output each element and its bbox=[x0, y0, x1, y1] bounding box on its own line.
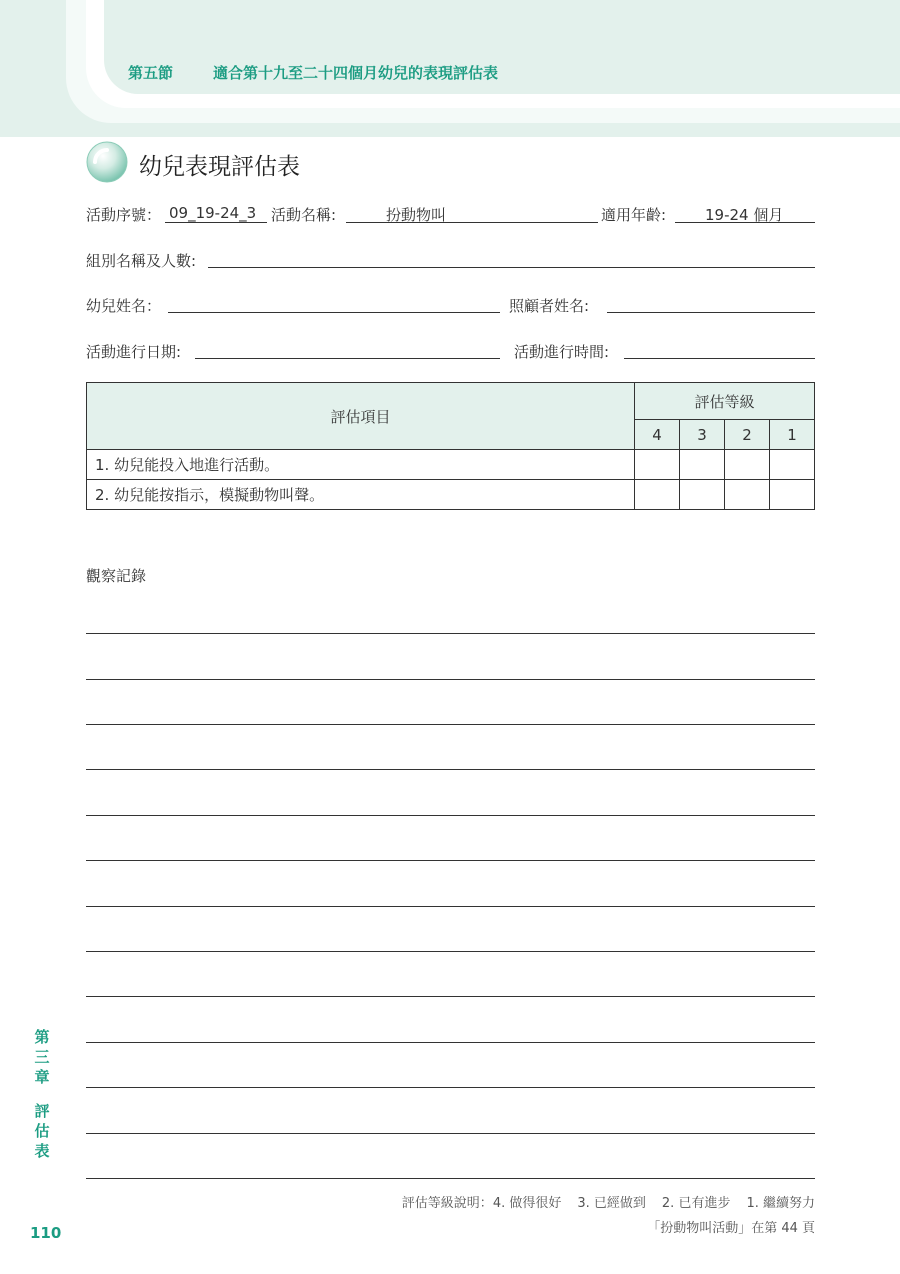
chapter-name-char: 估 bbox=[34, 1122, 50, 1140]
caregiver-label: 照顧者姓名: bbox=[509, 297, 590, 315]
age-label: 適用年齡: bbox=[601, 206, 667, 224]
legend-item: 2. 已有進步 bbox=[661, 1196, 731, 1211]
grade-header: 評估等級 bbox=[635, 383, 815, 420]
activity-name-line bbox=[346, 222, 598, 223]
group-field[interactable] bbox=[208, 267, 815, 268]
observation-line[interactable] bbox=[86, 1042, 815, 1043]
item-text: 2. 幼兒能按指示，模擬動物叫聲。 bbox=[87, 480, 635, 510]
group-label: 組別名稱及人數: bbox=[86, 252, 197, 270]
activity-no-line bbox=[165, 222, 267, 223]
activity-no-label: 活動序號： bbox=[86, 206, 162, 224]
chapter-char: 章 bbox=[34, 1068, 50, 1086]
legend-title: 評估等級說明： bbox=[401, 1196, 493, 1211]
legend-item: 1. 繼續努力 bbox=[746, 1196, 815, 1211]
section-title: 適合第十九至二十四個月幼兒的表現評估表 bbox=[213, 64, 499, 82]
observation-line[interactable] bbox=[86, 679, 815, 680]
form-title: 幼兒表現評估表 bbox=[139, 154, 300, 180]
child-name-field[interactable] bbox=[168, 312, 500, 313]
grade-cell-4[interactable] bbox=[635, 450, 680, 480]
section-number: 第五節 bbox=[128, 64, 174, 82]
legend-item: 3. 已經做到 bbox=[577, 1196, 646, 1211]
table-row bbox=[87, 480, 815, 510]
activity-name-label: 活動名稱: bbox=[271, 206, 337, 224]
grade-legend bbox=[402, 1192, 815, 1211]
observation-line[interactable] bbox=[86, 633, 815, 634]
grade-3-header: 3 bbox=[680, 420, 725, 450]
caregiver-field[interactable] bbox=[607, 312, 815, 313]
observation-line[interactable] bbox=[86, 860, 815, 861]
legend-item: 4. 做得很好 bbox=[492, 1196, 562, 1211]
grade-cell-2[interactable] bbox=[725, 480, 770, 510]
observation-line[interactable] bbox=[86, 1178, 815, 1179]
observation-line[interactable] bbox=[86, 951, 815, 952]
observation-line[interactable] bbox=[86, 906, 815, 907]
observation-line[interactable] bbox=[86, 1133, 815, 1134]
activity-reference: 「扮動物叫活動」在第 44 頁 bbox=[647, 1221, 815, 1236]
grade-2-header: 2 bbox=[725, 420, 770, 450]
observation-line[interactable] bbox=[86, 724, 815, 725]
bubble-icon bbox=[86, 141, 128, 183]
time-field[interactable] bbox=[624, 358, 815, 359]
observation-line[interactable] bbox=[86, 815, 815, 816]
observation-line[interactable] bbox=[86, 769, 815, 770]
observation-line[interactable] bbox=[86, 1087, 815, 1088]
grade-cell-1[interactable] bbox=[770, 450, 815, 480]
grade-cell-1[interactable] bbox=[770, 480, 815, 510]
activity-no-value[interactable]: 09_19-24_3 bbox=[169, 204, 257, 222]
observation-line[interactable] bbox=[86, 996, 815, 997]
grade-cell-3[interactable] bbox=[680, 480, 725, 510]
grade-cell-3[interactable] bbox=[680, 450, 725, 480]
grade-cell-2[interactable] bbox=[725, 450, 770, 480]
observation-label: 觀察記錄 bbox=[86, 567, 147, 585]
item-header: 評估項目 bbox=[87, 383, 635, 450]
table-row bbox=[87, 450, 815, 480]
date-field[interactable] bbox=[195, 358, 500, 359]
grade-4-header: 4 bbox=[635, 420, 680, 450]
chapter-name-char: 表 bbox=[34, 1142, 50, 1160]
chapter-char: 第 bbox=[34, 1028, 50, 1046]
chapter-tab bbox=[32, 1027, 52, 1161]
child-name-label: 幼兒姓名： bbox=[86, 297, 162, 315]
grade-1-header: 1 bbox=[770, 420, 815, 450]
item-text: 1. 幼兒能投入地進行活動。 bbox=[87, 450, 635, 480]
grade-cell-4[interactable] bbox=[635, 480, 680, 510]
activity-name-value[interactable]: 扮動物叫 bbox=[386, 206, 447, 224]
chapter-char: 三 bbox=[34, 1048, 50, 1066]
page-number: 110 bbox=[30, 1224, 62, 1242]
time-label: 活動進行時間: bbox=[514, 343, 610, 361]
age-value[interactable]: 19-24 個月 bbox=[705, 206, 784, 224]
chapter-name-char: 評 bbox=[34, 1102, 50, 1120]
date-label: 活動進行日期: bbox=[86, 343, 182, 361]
evaluation-table bbox=[86, 382, 815, 510]
